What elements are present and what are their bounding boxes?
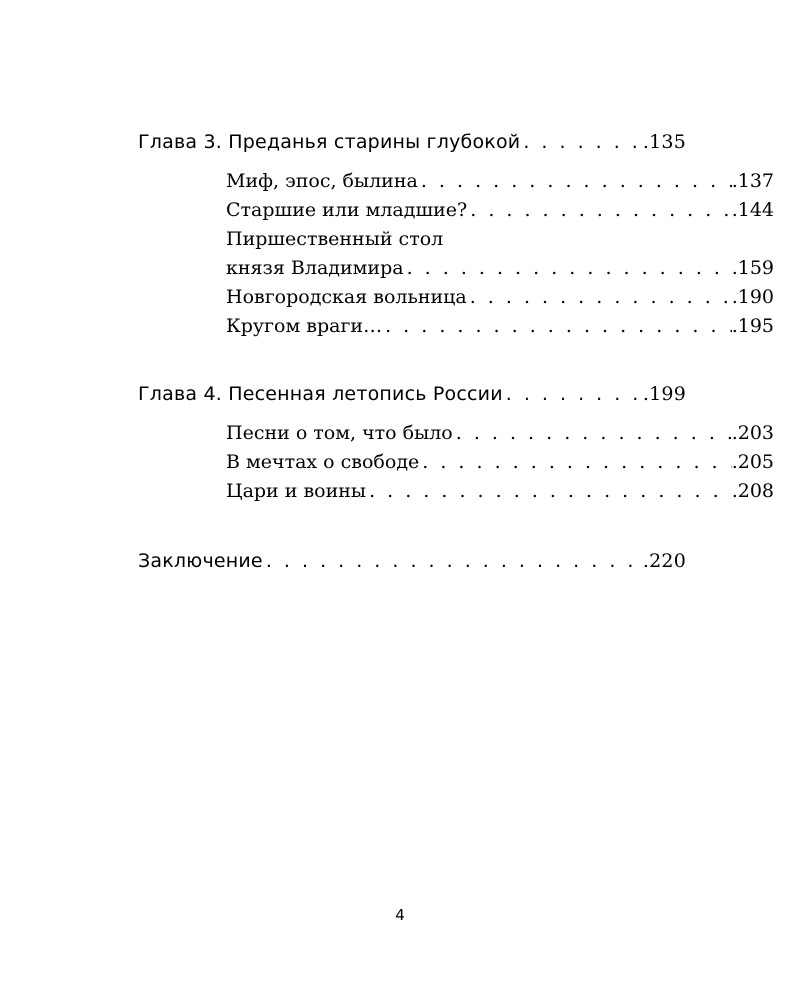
section-title: В мечтах о свободе (226, 451, 420, 473)
toc-section (226, 448, 774, 477)
toc-section (226, 167, 774, 196)
page-number: .199 (642, 383, 686, 405)
page-number: .195 (731, 315, 774, 337)
section-title-line-1: Пиршественный стол (226, 228, 444, 250)
toc-section (226, 312, 774, 341)
section-title-line-2: князя Владимира (226, 257, 404, 279)
dot-leader (404, 254, 732, 283)
page-folio: 4 (395, 906, 405, 924)
dot-leader (467, 283, 732, 312)
section-title: Песни о том, что было (226, 422, 453, 444)
toc-conclusion (138, 547, 686, 576)
dot-leader (382, 312, 732, 341)
page-number: .190 (731, 286, 774, 308)
section-title: Новгородская вольница (226, 286, 467, 308)
dot-leader (263, 547, 643, 576)
section-title: Цари и воины (226, 480, 367, 502)
dot-leader (366, 477, 732, 506)
toc-chapter-4 (138, 380, 686, 409)
dot-leader (503, 380, 643, 409)
toc-section (226, 225, 774, 283)
page-number: .135 (642, 131, 686, 153)
page-number: .159 (731, 257, 774, 279)
page-number: .144 (731, 199, 774, 221)
section-title: Старшие или младшие? (226, 199, 468, 221)
section-title: Миф, эпос, былина (226, 170, 418, 192)
section-title: Кругом враги… (226, 315, 383, 337)
toc-section (226, 477, 774, 506)
dot-leader (453, 419, 732, 448)
toc-section (226, 196, 774, 225)
page-number: .205 (731, 451, 774, 473)
dot-leader (520, 128, 643, 157)
toc-section (226, 283, 774, 312)
dot-leader (467, 196, 731, 225)
page-number: .220 (642, 550, 686, 572)
dot-leader (419, 448, 731, 477)
table-of-contents (138, 128, 774, 576)
chapter-title: Глава 4. Песенная летопись России (138, 383, 503, 405)
page-number: .203 (731, 422, 774, 444)
conclusion-title: Заключение (138, 550, 263, 572)
page-number: .137 (731, 170, 774, 192)
toc-chapter-3 (138, 128, 686, 157)
dot-leader (418, 167, 732, 196)
page-number: .208 (731, 480, 774, 502)
toc-section (226, 419, 774, 448)
chapter-title: Глава 3. Преданья старины глубокой (138, 131, 521, 153)
